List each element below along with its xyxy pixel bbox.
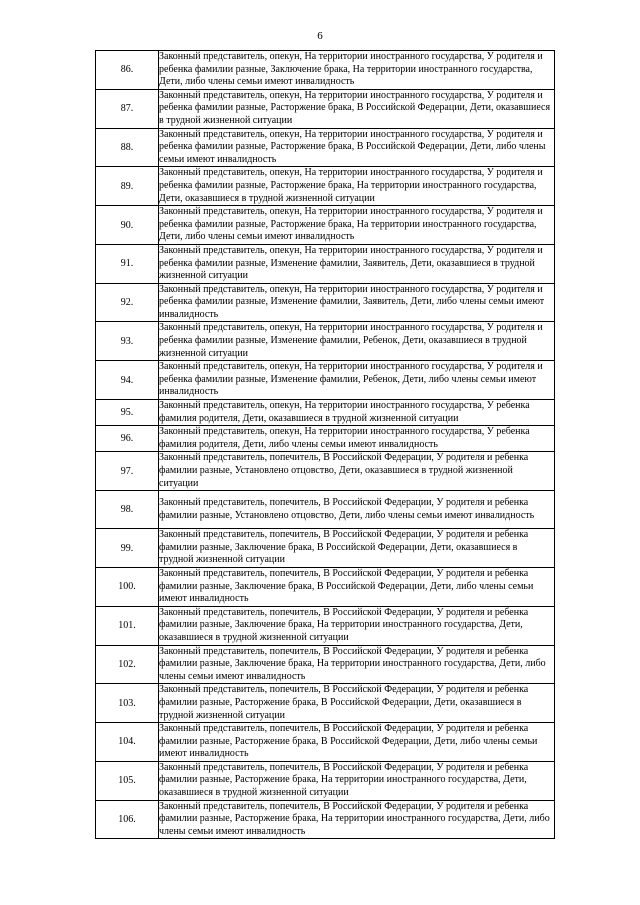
row-description: Законный представитель, опекун, На территории иностранного государства, У родителя и ребенка фамилии разные, Расторжение брака, В Российской Федерации, Дети, оказавшиеся в трудной жизненной ситуации (159, 89, 555, 128)
table-row (96, 606, 555, 645)
row-number: 105. (96, 761, 159, 800)
row-description: Законный представитель, опекун, На территории иностранного государства, У родителя и ребенка фамилии разные, Заключение брака, На территории иностранного государства, Дети, либо члены семьи имеют инвалидность (159, 51, 555, 90)
row-number: 93. (96, 322, 159, 361)
table-row (96, 51, 555, 90)
table-body (96, 51, 555, 839)
row-description: Законный представитель, попечитель, В Российской Федерации, У родителя и ребенка фамилии разные, Заключение брака, На территории иностранного государства, Дети, оказавшиеся в трудной жизненной ситуации (159, 606, 555, 645)
row-number: 95. (96, 400, 159, 426)
row-description: Законный представитель, попечитель, В Российской Федерации, У родителя и ребенка фамилии разные, Расторжение брака, В Российской Федерации, Дети, либо члены семьи имеют инвалидность (159, 723, 555, 762)
table-row (96, 322, 555, 361)
table-row (96, 128, 555, 167)
row-number: 99. (96, 529, 159, 568)
table-row (96, 206, 555, 245)
row-description: Законный представитель, опекун, На территории иностранного государства, У родителя и ребенка фамилии разные, Расторжение брака, На территории иностранного государства, Дети, либо члены семьи имеют инвалидность (159, 206, 555, 245)
row-description: Законный представитель, попечитель, В Российской Федерации, У родителя и ребенка фамилии разные, Заключение брака, На территории иностранного государства, Дети, либо члены семьи имеют инвалидность (159, 645, 555, 684)
table-row (96, 491, 555, 529)
table-row (96, 452, 555, 491)
row-description: Законный представитель, попечитель, В Российской Федерации, У родителя и ребенка фамилии разные, Установлено отцовство, Дети, оказавшиеся в трудной жизненной ситуации (159, 452, 555, 491)
row-number: 88. (96, 128, 159, 167)
table-row (96, 361, 555, 400)
table-row (96, 800, 555, 839)
row-description: Законный представитель, попечитель, В Российской Федерации, У родителя и ребенка фамилии разные, Заключение брака, В Российской Федерации, Дети, оказавшиеся в трудной жизненной ситуации (159, 529, 555, 568)
row-number: 90. (96, 206, 159, 245)
table-row (96, 567, 555, 606)
row-number: 92. (96, 283, 159, 322)
row-description: Законный представитель, опекун, На территории иностранного государства, У родителя и ребенка фамилии разные, Изменение фамилии, Ребенок, Дети, либо члены семьи имеют инвалидность (159, 361, 555, 400)
row-number: 89. (96, 167, 159, 206)
row-description: Законный представитель, опекун, На территории иностранного государства, У родителя и ребенка фамилии разные, Изменение фамилии, Заявитель, Дети, оказавшиеся в трудной жизненной ситуации (159, 244, 555, 283)
row-number: 97. (96, 452, 159, 491)
row-number: 87. (96, 89, 159, 128)
row-number: 86. (96, 51, 159, 90)
table-row (96, 244, 555, 283)
row-number: 100. (96, 567, 159, 606)
table-row (96, 426, 555, 452)
table-row (96, 89, 555, 128)
row-description: Законный представитель, опекун, На территории иностранного государства, У ребенка фамилия родителя, Дети, оказавшиеся в трудной жизненной ситуации (159, 400, 555, 426)
row-number: 104. (96, 723, 159, 762)
row-description: Законный представитель, попечитель, В Российской Федерации, У родителя и ребенка фамилии разные, Заключение брака, В Российской Федерации, Дети, либо члены семьи имеют инвалидность (159, 567, 555, 606)
table-row (96, 529, 555, 568)
row-description: Законный представитель, опекун, На территории иностранного государства, У родителя и ребенка фамилии разные, Изменение фамилии, Заявитель, Дети, либо члены семьи имеют инвалидность (159, 283, 555, 322)
table-row (96, 283, 555, 322)
row-number: 103. (96, 684, 159, 723)
row-description: Законный представитель, попечитель, В Российской Федерации, У родителя и ребенка фамилии разные, Расторжение брака, В Российской Федерации, Дети, оказавшиеся в трудной жизненной ситуации (159, 684, 555, 723)
document-table (95, 50, 555, 839)
row-description: Законный представитель, опекун, На территории иностранного государства, У родителя и ребенка фамилии разные, Расторжение брака, На территории иностранного государства, Дети, оказавшиеся в трудной жизненной ситуации (159, 167, 555, 206)
table-row (96, 761, 555, 800)
page-number: 6 (317, 30, 323, 42)
table-row (96, 723, 555, 762)
row-description: Законный представитель, попечитель, В Российской Федерации, У родителя и ребенка фамилии разные, Расторжение брака, На территории иностранного государства, Дети, оказавшиеся в трудной жизненной ситуации (159, 761, 555, 800)
table-row (96, 684, 555, 723)
row-number: 101. (96, 606, 159, 645)
table-row (96, 167, 555, 206)
table-row (96, 400, 555, 426)
row-description: Законный представитель, попечитель, В Российской Федерации, У родителя и ребенка фамилии разные, Расторжение брака, На территории иностранного государства, Дети, либо члены семьи имеют инвалидность (159, 800, 555, 839)
table-row (96, 645, 555, 684)
row-number: 96. (96, 426, 159, 452)
row-number: 98. (96, 491, 159, 529)
row-description: Законный представитель, опекун, На территории иностранного государства, У родителя и ребенка фамилии разные, Изменение фамилии, Ребенок, Дети, оказавшиеся в трудной жизненной ситуации (159, 322, 555, 361)
row-number: 106. (96, 800, 159, 839)
row-number: 102. (96, 645, 159, 684)
row-number: 91. (96, 244, 159, 283)
row-description: Законный представитель, опекун, На территории иностранного государства, У родителя и ребенка фамилии разные, Расторжение брака, В Российской Федерации, Дети, либо члены семьи имеют инвалидность (159, 128, 555, 167)
row-description: Законный представитель, опекун, На территории иностранного государства, У ребенка фамилия родителя, Дети, либо члены семьи имеют инвалидность (159, 426, 555, 452)
row-description: Законный представитель, попечитель, В Российской Федерации, У родителя и ребенка фамилии разные, Установлено отцовство, Дети, либо члены семьи имеют инвалидность (159, 491, 555, 529)
row-number: 94. (96, 361, 159, 400)
